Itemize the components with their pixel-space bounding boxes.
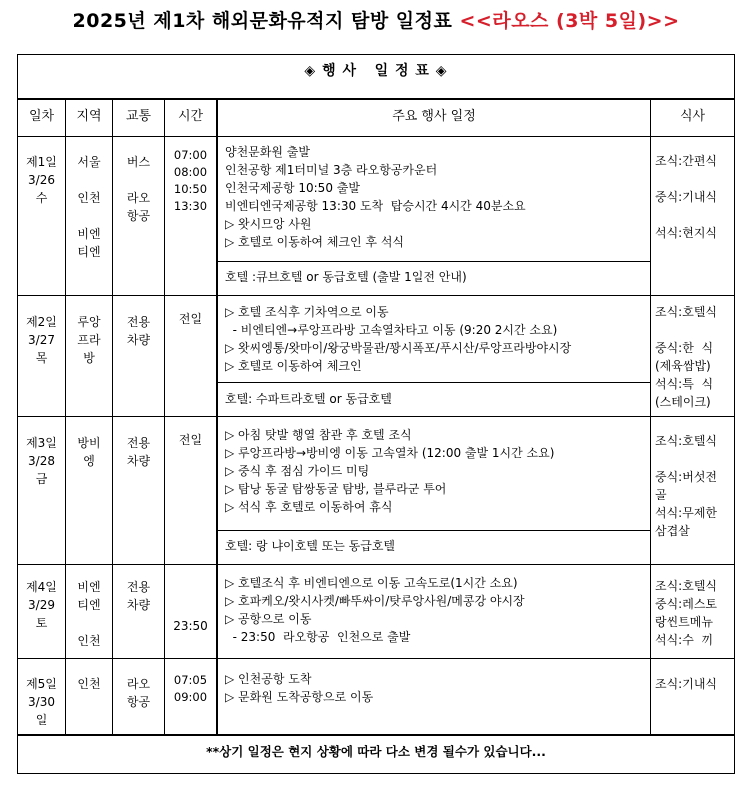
- day4-region: [66, 578, 112, 650]
- cell-line: ▷ 호파케오/왓시사켓/빠뚜싸이/탓루앙사원/메콩강 야시장: [225, 594, 525, 608]
- cell-line: ▷ 호텔로 이동하여 체크인 후 석식: [225, 235, 404, 249]
- rule-hotel-day3: [218, 530, 650, 531]
- cell-line: ▷ 호텔로 이동하여 체크인: [225, 359, 362, 373]
- cell-line: 인천국제공항 10:50 출발: [225, 181, 360, 195]
- day5-day: [18, 675, 65, 729]
- cell-line: [113, 171, 164, 189]
- day4-meals: [655, 577, 733, 649]
- cell-line: [655, 321, 733, 339]
- cell-line: 전용: [126, 315, 151, 329]
- cell-line: 프라: [77, 333, 101, 347]
- day2-transport: [113, 313, 164, 349]
- cell-line: 중식:기내식: [655, 190, 718, 204]
- rule-day5: [18, 734, 734, 736]
- cell-line: 조식:호텔식: [655, 434, 718, 448]
- footer-note: **상기 일정은 현지 상황에 따라 다소 변경 될수가 있습니다...: [206, 744, 546, 759]
- day5-schedule: [225, 670, 645, 706]
- day2-meals: [655, 303, 733, 411]
- cell-line: 일: [35, 713, 48, 727]
- cell-line: 버스: [126, 155, 151, 169]
- cell-line: ▷ 공항으로 이동: [225, 612, 312, 626]
- day3-meals: [655, 432, 733, 540]
- cell-line: ▷ 호텔 조식후 기차역으로 이동: [225, 305, 389, 319]
- day3-time: [165, 431, 216, 449]
- cell-line: 인천공항 제1터미널 3층 라오항공카운터: [225, 163, 438, 177]
- title-main: 2025년 제1차 해외문화유적지 탐방 일정표: [72, 10, 460, 32]
- col-rule-4: [216, 98, 218, 734]
- cell-line: 3/28: [28, 454, 55, 468]
- cell-line: ▷ 탐낭 동굴 탐쌍동굴 탐방, 블루라군 투어: [225, 482, 447, 496]
- cell-line: 3/29: [28, 598, 55, 612]
- cell-line: ▷ 중식 후 점심 가이드 미팅: [225, 464, 370, 478]
- cell-line: ▷ 루앙프라방→방비엥 이동 고속열차 (12:00 출발 1시간 소요): [225, 446, 555, 460]
- day1-hotel: 호텔 :큐브호텔 or 동급호텔 (출발 1일전 안내): [225, 270, 467, 284]
- day1-schedule: [225, 143, 645, 251]
- cell-line: 비엔: [77, 227, 101, 241]
- cell-line: [655, 170, 733, 188]
- day2-hotel: 호텔: 수파트라호텔 or 동급호텔: [225, 392, 392, 406]
- day3-region: [66, 434, 112, 470]
- cell-line: [655, 450, 733, 468]
- cell-line: 08:00: [173, 165, 208, 179]
- day1-transport: [113, 153, 164, 225]
- cell-line: 석식:현지식: [655, 226, 718, 240]
- day5-transport: [113, 675, 164, 711]
- day3-schedule: [225, 426, 645, 516]
- cell-line: 07:00: [173, 148, 208, 162]
- day3-transport: [113, 434, 164, 470]
- cell-line: ▷ 왓시므앙 사원: [225, 217, 312, 231]
- title-accent: <<라오스 (3박 5일)>>: [459, 10, 680, 32]
- cell-line: 09:00: [173, 690, 208, 704]
- cell-line: 23:50: [173, 619, 208, 633]
- rule-day3: [18, 564, 734, 565]
- day2-time: [165, 310, 216, 328]
- cell-line: [66, 171, 112, 189]
- cell-line: ▷ 문화원 도착공항으로 이동: [225, 690, 374, 704]
- day3-hotel: 호텔: 랑 냐이호텔 또는 동급호텔: [225, 539, 395, 553]
- cell-line: 양천문화원 출발: [225, 145, 310, 159]
- cell-line: 제1일: [26, 155, 57, 169]
- cell-line: 중식:레스토: [655, 597, 718, 611]
- cell-line: 제4일: [26, 580, 57, 594]
- cell-line: 목: [35, 351, 48, 365]
- cell-line: 루앙: [77, 315, 101, 329]
- cell-line: 석식:수 끼: [655, 633, 714, 647]
- cell-line: 전용: [126, 436, 151, 450]
- header-region: 지역: [76, 109, 102, 124]
- cell-line: 방비: [77, 436, 101, 450]
- day1-region: [66, 153, 112, 261]
- day2-region: [66, 313, 112, 367]
- cell-line: 항공: [126, 209, 151, 223]
- cell-line: [655, 206, 733, 224]
- day2-schedule: [225, 303, 645, 375]
- cell-line: 라오: [126, 677, 151, 691]
- cell-line: 티엔: [77, 598, 101, 612]
- rule-day1: [18, 295, 734, 296]
- cell-line: - 비엔티엔→루앙프라방 고속열차타고 이동 (9:20 2시간 소요): [225, 323, 558, 337]
- cell-line: 항공: [126, 695, 151, 709]
- header-time: 시간: [177, 109, 204, 124]
- cell-line: 라오: [126, 191, 151, 205]
- day2-day: [18, 313, 65, 367]
- header-schedule: 주요 행사 일정: [392, 109, 476, 124]
- cell-line: [66, 207, 112, 225]
- day5-meals: [655, 675, 733, 693]
- cell-line: - 23:50 라오항공 인천으로 출발: [225, 630, 411, 644]
- day1-day: [18, 153, 65, 207]
- day4-time: [165, 617, 216, 635]
- rule-hotel-day2: [218, 382, 650, 383]
- cell-line: 골: [655, 488, 667, 502]
- cell-line: 토: [35, 616, 48, 630]
- col-rule-5: [650, 98, 651, 734]
- cell-line: 차량: [126, 598, 151, 612]
- cell-line: 비엔: [77, 580, 101, 594]
- cell-line: 차량: [126, 333, 151, 347]
- cell-line: ▷ 석식 후 호텔로 이동하여 휴식: [225, 500, 393, 514]
- cell-line: 방: [83, 351, 95, 365]
- cell-line: 수: [35, 191, 48, 205]
- cell-line: 엥: [83, 454, 95, 468]
- cell-line: 삼겹살: [655, 524, 690, 538]
- cell-line: 10:50: [173, 182, 208, 196]
- cell-line: 인천: [77, 634, 101, 648]
- cell-line: 조식:기내식: [655, 677, 718, 691]
- day3-day: [18, 434, 65, 488]
- day1-meals: [655, 152, 733, 242]
- cell-line: 석식:특 식: [655, 377, 714, 391]
- cell-line: ▷ 인천공항 도착: [225, 672, 312, 686]
- cell-line: [66, 614, 112, 632]
- cell-line: 서울: [77, 155, 101, 169]
- cell-line: 차량: [126, 454, 151, 468]
- cell-line: 조식:호텔식: [655, 305, 718, 319]
- rule-under-header: [18, 136, 734, 137]
- cell-line: 13:30: [173, 199, 208, 213]
- cell-line: (제육쌈밥): [655, 359, 711, 373]
- cell-line: 조식:간편식: [655, 154, 718, 168]
- cell-line: 인천: [77, 191, 101, 205]
- header-transport: 교통: [125, 109, 152, 124]
- cell-line: 제2일: [26, 315, 57, 329]
- cell-line: 중식:한 식: [655, 341, 714, 355]
- cell-line: 07:05: [173, 673, 208, 687]
- day5-region: [66, 675, 112, 693]
- cell-line: 전용: [126, 580, 151, 594]
- day4-day: [18, 578, 65, 632]
- cell-line: 조식:호텔식: [655, 579, 718, 593]
- table-banner: ◈ 행 사 일 정 표 ◈: [304, 63, 448, 79]
- cell-line: 금: [35, 472, 48, 486]
- cell-line: (스테이크): [655, 395, 711, 409]
- day4-transport: [113, 578, 164, 614]
- day4-schedule: [225, 574, 645, 646]
- rule-day4: [18, 658, 734, 659]
- cell-line: 비엔티엔국제공항 13:30 도착 탑승시간 4시간 40분소요: [225, 199, 526, 213]
- cell-line: 전일: [178, 312, 203, 326]
- rule-day2: [18, 416, 734, 417]
- cell-line: ▷ 호텔조식 후 비엔티엔으로 이동 고속도로(1시간 소요): [225, 576, 518, 590]
- cell-line: ▷ 왓씨엥통/왓마이/왕궁박물관/꽝시폭포/푸시산/루앙프라방야시장: [225, 341, 572, 355]
- cell-line: 랑씬트메뉴: [655, 615, 713, 629]
- cell-line: 3/26: [28, 173, 55, 187]
- cell-line: 제5일: [26, 677, 57, 691]
- cell-line: 중식:버섯전: [655, 470, 718, 484]
- rule-hotel-day1: [218, 261, 650, 262]
- header-day: 일차: [28, 109, 55, 124]
- day5-time: [165, 672, 216, 706]
- cell-line: 제3일: [26, 436, 57, 450]
- cell-line: 3/30: [28, 695, 55, 709]
- cell-line: ▷ 아침 탓발 행열 참관 후 호텔 조식: [225, 428, 412, 442]
- cell-line: 석식:무제한: [655, 506, 718, 520]
- page-title: [0, 6, 752, 33]
- day1-time: [165, 147, 216, 215]
- cell-line: 티엔: [77, 245, 101, 259]
- header-meals: 식사: [679, 109, 706, 124]
- cell-line: 3/27: [28, 333, 55, 347]
- cell-line: 전일: [178, 433, 203, 447]
- cell-line: 인천: [77, 677, 101, 691]
